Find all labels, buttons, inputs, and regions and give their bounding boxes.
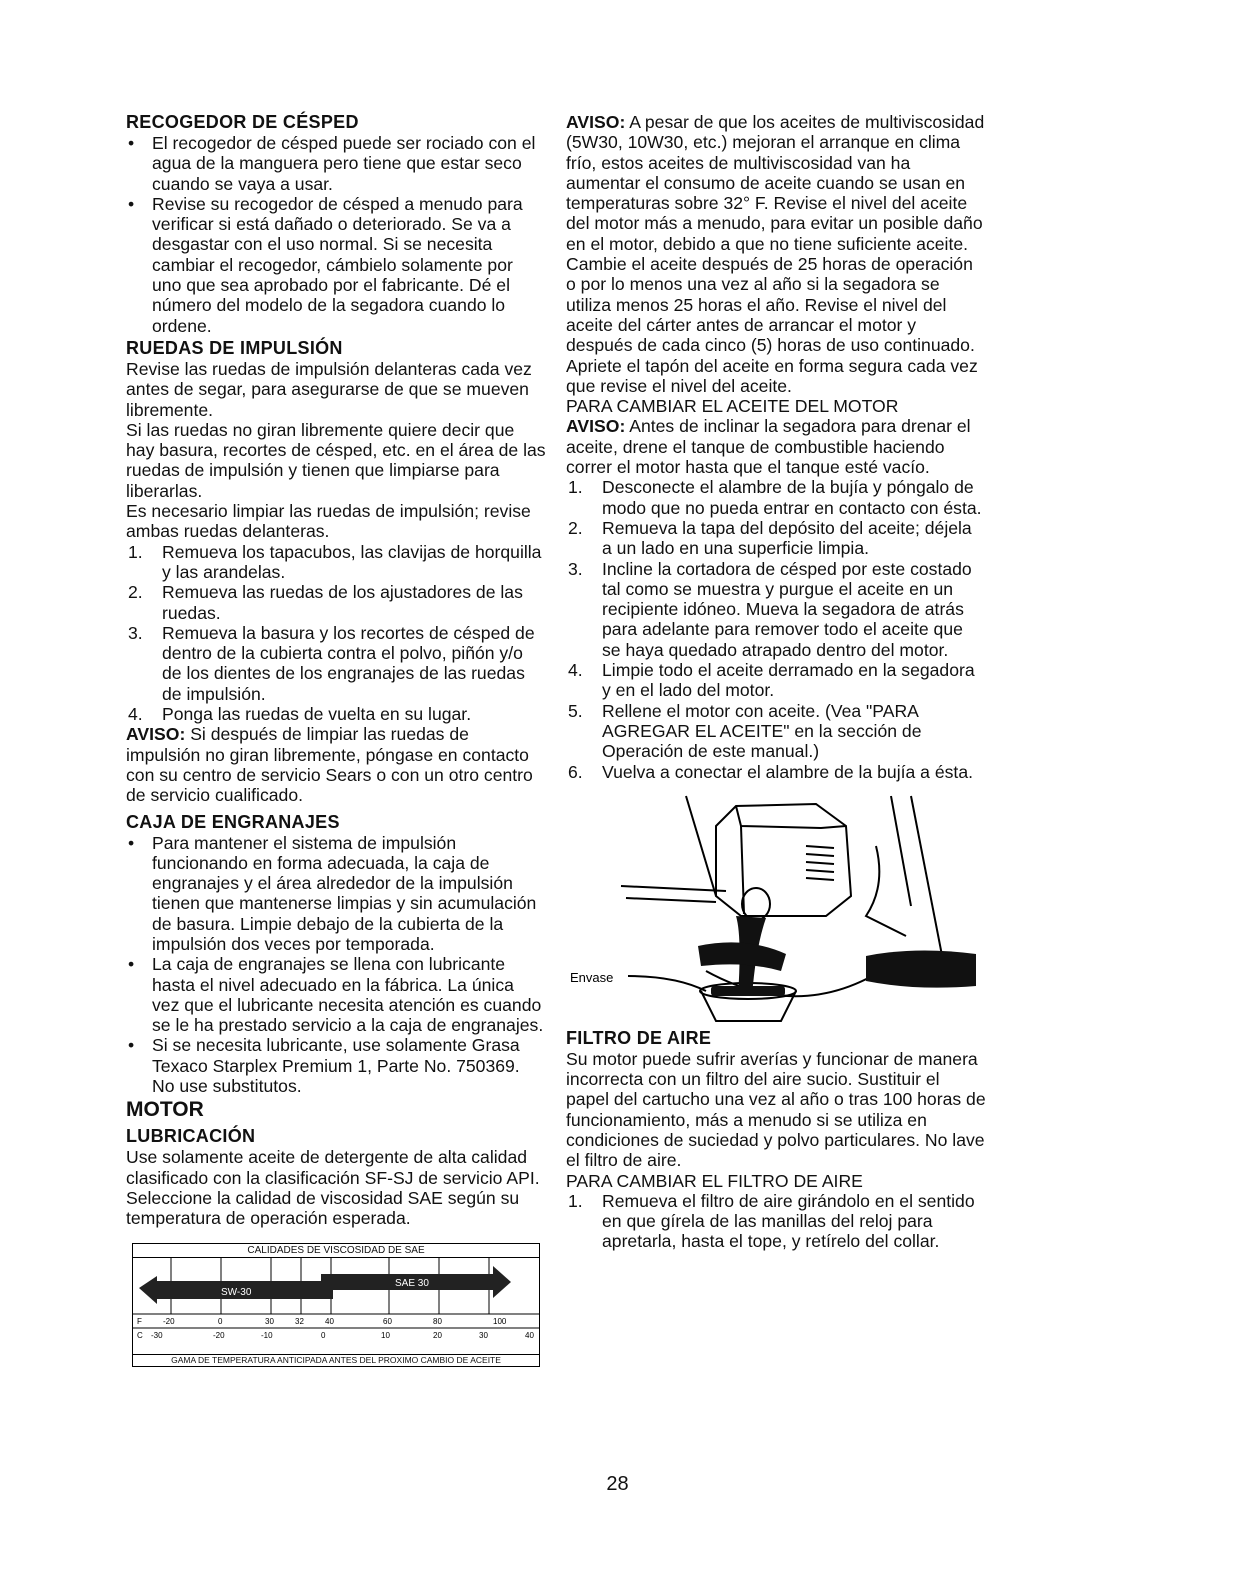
list-item [566, 762, 986, 782]
list-item [126, 704, 546, 724]
step-text: Remueva las ruedas de los ajustadores de las ruedas. [162, 582, 523, 623]
list-item: • Revise su recogedor de césped a menudo para verificar si está dañado o deteriorado. Se va a desgastar con el uso normal. Si se necesita cambiar el recogedor, cámbielo solamente por uno que sea aprobado por el fabricante. Dé el número del modelo de la segadora cuando lo ordene. [126, 194, 546, 336]
heading-recogedor: RECOGEDOR DE CÉSPED [126, 112, 359, 132]
list-item [566, 518, 986, 559]
heading-motor: MOTOR [126, 1098, 204, 1122]
aviso-multiviscosidad [566, 112, 986, 254]
chart-title: CALIDADES DE VISCOSIDAD DE SAE [133, 1244, 539, 1258]
ruedas-paragraph-3: Es necesario limpiar las ruedas de impulsión; revise ambas ruedas delanteras. [126, 501, 531, 542]
list-item: • El recogedor de césped puede ser rociado con el agua de la manguera pero tiene que estar seco cuando se vaya a usar. [126, 133, 546, 194]
tick-label: -10 [261, 1330, 273, 1340]
heading-cambiar-filtro: PARA CAMBIAR EL FILTRO DE AIRE [566, 1170, 863, 1191]
list-item [566, 660, 986, 701]
heading-cambiar-aceite: PARA CAMBIAR EL ACEITE DEL MOTOR [566, 396, 899, 417]
list-item: • La caja de engranajes se llena con lubricante hasta el nivel adecuado en la fábrica. La única vez que el lubricante necesita atención es cuando se le ha prestado servicio a la caja de engranajes. [126, 954, 546, 1035]
aviso-label: AVISO: [566, 112, 626, 132]
list-item [126, 542, 546, 583]
chart-footer: GAMA DE TEMPERATURA ANTICIPADA ANTES DEL PROXIMO CAMBIO DE ACEITE [133, 1354, 539, 1366]
tick-label: 80 [433, 1316, 442, 1326]
tick-label: 0 [218, 1316, 223, 1326]
list-item [566, 701, 986, 762]
step-number: 2. [568, 517, 583, 538]
aviso-text: Si después de limpiar las ruedas de impulsión no giran libremente, póngase en contacto con su centro de servicio Sears o con un otro centro de servicio cualificado. [126, 724, 533, 806]
step-number: 4. [568, 660, 583, 681]
page-number: 28 [606, 1473, 629, 1495]
step-number: 1. [568, 477, 583, 498]
heading-lubricacion: LUBRICACIÓN [126, 1126, 256, 1147]
tick-label: 40 [525, 1330, 534, 1340]
aviso-text: Antes de inclinar la segadora para drenar el aceite, drene el tanque de combustible haciendo correr el motor hasta que el tanque esté vacío. [566, 416, 971, 478]
step-text: Desconecte el alambre de la bujía y póngalo de modo que no pueda entrar en contacto con ésta. [602, 477, 982, 518]
step-number: 1. [128, 541, 143, 562]
step-text: Remueva la tapa del depósito del aceite; déjela a un lado en una superficie limpia. [602, 517, 972, 559]
ruedas-paragraph-1: Revise las ruedas de impulsión delanteras cada vez antes de segar, para asegurarse de que se mueven libremente. [126, 358, 532, 420]
step-number: 2. [128, 582, 143, 603]
step-text: Remueva la basura y los recortes de césped de dentro de la cubierta contra el polvo, piñón y/o de los dientes de los engranajes de las ruedas de impulsión. [162, 622, 535, 704]
tick-label: 100 [493, 1316, 507, 1326]
step-text: Vuelva a conectar el alambre de la bujía a ésta. [602, 761, 973, 782]
tick-label: 32 [295, 1316, 304, 1326]
ruedas-paragraph-2: Si las ruedas no giran libremente quiere decir que hay basura, recortes de césped, etc. en el área de las ruedas de impulsión y tienen que limpiarse para liberarlas. [126, 419, 546, 501]
aviso-label: AVISO: [566, 416, 626, 437]
step-number: 3. [128, 622, 143, 643]
tick-label: -20 [163, 1316, 175, 1326]
step-text: Limpie todo el aceite derramado en la segadora y en el lado del motor. [602, 660, 975, 701]
list-item [566, 1191, 986, 1252]
ruedas-steps [126, 542, 546, 725]
tick-label: 60 [383, 1316, 392, 1326]
heading-caja: CAJA DE ENGRANAJES [126, 811, 340, 832]
lubricacion-paragraph: Use solamente aceite de detergente de alta calidad clasificado con la clasificación SF-SJ de servicio API. Seleccione la calidad de viscosidad SAE según su temperatura de operación esperada. [126, 1147, 540, 1229]
cambie-paragraph: Cambie el aceite después de 25 horas de operación o por lo menos una vez al año si la segadora se utiliza menos 25 horas el año. Revise el nivel del aceite del cárter antes de arrancar el motor y después de cada cinco (5) horas de uso continuado. Apriete el tapón del aceite en forma segura cada vez que revise el nivel del aceite. [566, 254, 978, 396]
caja-list [126, 833, 546, 1097]
step-text: Remueva el filtro de aire girándolo en el sentido en que gírela de las manillas del reloj para apretarla, hasta el tope, y retírelo del collar. [602, 1190, 975, 1252]
f-label: F [137, 1316, 142, 1326]
tick-label: 30 [265, 1316, 274, 1326]
aviso-inclinar [566, 416, 986, 477]
oil-drain-drawing [566, 786, 986, 1026]
c-label: C [137, 1330, 143, 1340]
viscosity-chart [132, 1243, 540, 1367]
list-item [126, 623, 546, 704]
oil-drain-illustration [566, 786, 986, 1026]
tick-label: -30 [151, 1330, 163, 1340]
list-item [566, 477, 986, 518]
step-number: 5. [568, 700, 583, 721]
step-text: Incline la cortadora de césped por este costado tal como se muestra y purgue el aceite en un recipiente idóneo. Mueva la segadora de atrás para adelante para remover todo el aceite que se haya quedado atrapado dentro del motor. [602, 558, 972, 660]
step-number: 1. [568, 1190, 583, 1211]
sw30-label: SW-30 [221, 1286, 252, 1298]
tick-label: 20 [433, 1330, 442, 1340]
heading-ruedas: RUEDAS DE IMPULSIÓN [126, 337, 343, 358]
list-item: • Para mantener el sistema de impulsión funcionando en forma adecuada, la caja de engranajes y el área alrededor de la impulsión tienen que mantenerse limpias y sin acumulación de basura. Limpie debajo de la cubierta de la impulsión dos veces por temporada. [126, 833, 546, 955]
container-label: Envase [570, 969, 614, 985]
filtro-paragraph: Su motor puede sufrir averías y funcionar de manera incorrecta con un filtro del aire sucio. Sustituir el papel del cartucho una vez al año o tras 100 horas de funcionamiento, más a menudo si se utiliza en condiciones de suciedad y polvo particulares. No lave el filtro de aire. [566, 1048, 986, 1171]
aviso-label: AVISO: [126, 724, 186, 745]
list-item [126, 582, 546, 623]
right-column [566, 112, 986, 1252]
step-text: Remueva los tapacubos, las clavijas de horquilla y las arandelas. [162, 541, 542, 582]
filtro-steps [566, 1191, 986, 1252]
tick-label: 40 [325, 1316, 334, 1326]
step-number: 4. [128, 704, 143, 725]
step-number: 3. [568, 558, 583, 579]
tick-label: -20 [213, 1330, 225, 1340]
tick-label: 30 [479, 1330, 488, 1340]
list-item [566, 559, 986, 660]
step-text: Rellene el motor con aceite. (Vea "PARA AGREGAR EL ACEITE" en la sección de Operación de este manual.) [602, 700, 922, 762]
heading-filtro: FILTRO DE AIRE [566, 1027, 712, 1048]
tick-label: 10 [381, 1330, 390, 1340]
tick-label: 0 [321, 1330, 326, 1340]
recogedor-list [126, 133, 546, 336]
list-item: • Si se necesita lubricante, use solamente Grasa Texaco Starplex Premium 1, Parte No. 750369. No use substitutos. [126, 1035, 546, 1096]
aviso-ruedas [126, 724, 546, 805]
step-text: Ponga las ruedas de vuelta en su lugar. [162, 704, 472, 725]
aceite-steps [566, 477, 986, 781]
sae30-label: SAE 30 [395, 1277, 429, 1289]
viscosity-chart-graphic [133, 1258, 539, 1354]
aviso-text: A pesar de que los aceites de multiviscosidad (5W30, 10W30, etc.) mejoran el arranque en clima frío, estos aceites de multiviscosidad van ha aumentar el consumo de aceite cuando se usan en temperaturas sobre 32° F. Revise el nivel del aceite del motor más a menudo, para evitar un posible daño en el motor, debido a que no tiene suficiente aceite. [566, 112, 985, 254]
step-number: 6. [568, 761, 583, 782]
left-column [126, 112, 546, 1367]
